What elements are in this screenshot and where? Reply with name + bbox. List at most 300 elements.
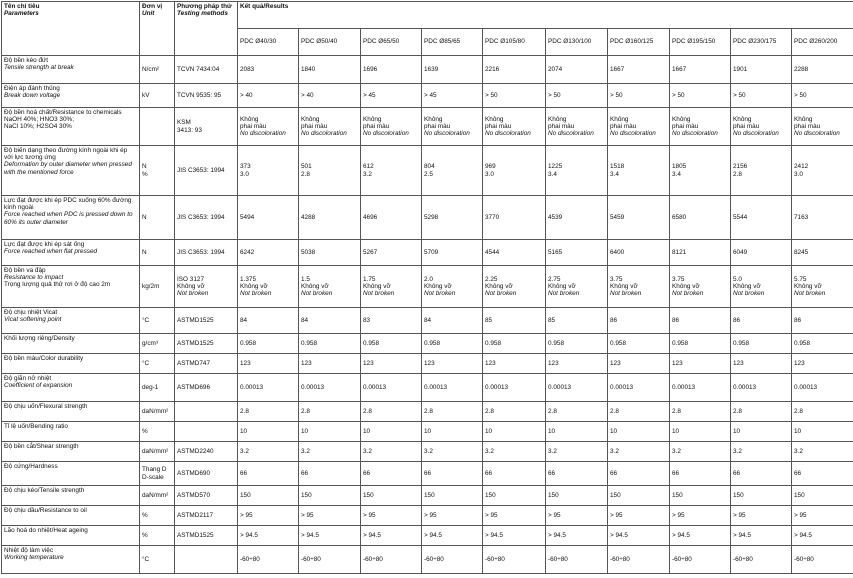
result-value: 0.958	[485, 340, 543, 347]
result-value: 66	[672, 470, 728, 477]
result-value	[301, 276, 358, 298]
result-value: 84	[424, 317, 480, 324]
result-value: 83	[363, 317, 419, 324]
result-cell	[299, 402, 361, 422]
value-line: Không vỡ	[424, 283, 480, 290]
value-line: Không	[548, 116, 605, 123]
result-value: 150	[733, 492, 789, 499]
result-value: 5038	[301, 249, 358, 256]
result-value: 0.958	[240, 340, 296, 347]
result-value: 2.8	[548, 408, 605, 415]
result-cell	[792, 108, 853, 146]
parameter-name-vn: Độ bền hoá chất/Resistance to chemicals NaOH 40%; HNO3 30%; NaCl 10%; H2SO4 30%	[4, 109, 137, 131]
result-value: -60÷80	[610, 556, 667, 563]
result-cell	[361, 526, 422, 546]
result-cell	[792, 240, 853, 266]
result-cell	[792, 308, 853, 334]
result-cell	[731, 506, 792, 526]
result-cell	[483, 354, 546, 374]
value-line: 969	[485, 163, 543, 170]
result-value: 0.00013	[424, 384, 480, 391]
result-value: 66	[424, 470, 480, 477]
result-value: 3.2	[424, 448, 480, 455]
result-cell	[608, 526, 670, 546]
unit-value: deg-1	[142, 384, 172, 391]
result-value: 123	[485, 360, 543, 367]
result-cell	[792, 374, 853, 402]
result-cell	[670, 442, 731, 462]
result-cell	[731, 354, 792, 374]
result-value: 123	[672, 360, 728, 367]
method-cell	[175, 266, 238, 308]
value-line: 3.0	[794, 171, 853, 178]
unit-cell	[140, 442, 175, 462]
result-value: 0.958	[610, 340, 667, 347]
result-cell	[422, 84, 483, 108]
result-value: 10	[485, 428, 543, 435]
value-line: 3413: 93	[177, 127, 235, 134]
result-cell	[361, 84, 422, 108]
result-value: 10	[733, 428, 789, 435]
result-value: 10	[548, 428, 605, 435]
value-line: Không vỡ	[733, 283, 789, 290]
parameter-cell	[2, 146, 140, 196]
parameter-note-vn: Trọng lượng quả thử rơi ở độ cao 2m	[4, 281, 137, 288]
result-cell	[731, 442, 792, 462]
result-value: 123	[240, 360, 296, 367]
result-value: 86	[794, 317, 853, 324]
result-value: 0.00013	[485, 384, 543, 391]
result-value: 0.958	[424, 340, 480, 347]
result-cell	[238, 422, 299, 442]
result-value	[240, 163, 296, 177]
result-cell	[483, 486, 546, 506]
value-line: phai màu	[672, 123, 728, 130]
result-value: 10	[363, 428, 419, 435]
result-cell	[792, 442, 853, 462]
parameter-cell	[2, 506, 140, 526]
value-line: 3.2	[363, 171, 419, 178]
result-value: 6242	[240, 249, 296, 256]
result-cell	[792, 266, 853, 308]
result-cell	[361, 266, 422, 308]
method-cell	[175, 374, 238, 402]
result-value: 0.958	[672, 340, 728, 347]
result-value: 0.00013	[548, 384, 605, 391]
result-cell	[608, 486, 670, 506]
value-line: 3.0	[485, 171, 543, 178]
result-cell	[731, 308, 792, 334]
result-value: > 95	[794, 512, 853, 519]
result-value: 8245	[794, 249, 853, 256]
result-value: > 95	[733, 512, 789, 519]
result-cell	[608, 334, 670, 354]
result-value: 66	[485, 470, 543, 477]
result-cell	[238, 526, 299, 546]
method-cell	[175, 526, 238, 546]
value-line: Không	[672, 116, 728, 123]
value-line: No discoloration	[672, 130, 728, 137]
result-value: -60÷80	[733, 556, 789, 563]
product-header-0: PDC Ø40/30	[238, 29, 299, 56]
parameter-cell	[2, 108, 140, 146]
table-row	[2, 546, 853, 574]
result-cell	[483, 462, 546, 486]
method-cell	[175, 108, 238, 146]
result-value: > 94.5	[485, 532, 543, 539]
table-row	[2, 334, 853, 354]
result-cell	[731, 462, 792, 486]
value-line: Not broken	[610, 290, 667, 297]
table-row	[2, 240, 853, 266]
result-value: > 94.5	[240, 532, 296, 539]
result-value: 10	[301, 428, 358, 435]
result-cell	[483, 526, 546, 546]
parameter-name-vn: Độ chịu dầu/Resistance to oil	[4, 507, 137, 514]
method-cell	[175, 84, 238, 108]
value-line: Not broken	[733, 290, 789, 297]
result-cell	[299, 56, 361, 84]
product-header-6: PDC Ø160/125	[608, 29, 670, 56]
method-cell	[175, 146, 238, 196]
result-value: -60÷80	[240, 556, 296, 563]
parameter-cell	[2, 334, 140, 354]
result-cell	[299, 196, 361, 240]
result-cell	[361, 374, 422, 402]
result-cell	[792, 402, 853, 422]
result-cell	[238, 84, 299, 108]
result-value: 5459	[610, 214, 667, 221]
value-line: ISO 3127	[177, 276, 235, 283]
result-value: > 94.5	[424, 532, 480, 539]
method-cell	[175, 308, 238, 334]
criteria-header-vn: Tên chỉ tiêu	[4, 3, 137, 10]
value-line: Không	[363, 116, 419, 123]
result-value	[485, 163, 543, 177]
value-line: Không vỡ	[301, 283, 358, 290]
parameter-name-en: Force reached when PDC is pressed down to 60% its outer diameter	[4, 211, 137, 225]
result-cell	[238, 240, 299, 266]
unit-cell	[140, 422, 175, 442]
result-cell	[792, 526, 853, 546]
parameter-name-en: Resistance to impact	[4, 274, 137, 281]
unit-value: N	[142, 214, 172, 221]
result-cell	[670, 266, 731, 308]
unit-value: %	[142, 532, 172, 539]
value-line: 3.75	[672, 276, 728, 283]
result-cell	[792, 146, 853, 196]
parameter-name-vn: Tỉ lệ uốn/Bending ratio	[4, 423, 137, 430]
criteria-header-en: Parameters	[4, 10, 137, 17]
value-line: phai màu	[610, 123, 667, 130]
unit-header	[140, 2, 175, 56]
result-cell	[299, 308, 361, 334]
result-cell	[546, 402, 608, 422]
result-cell	[299, 462, 361, 486]
result-cell	[422, 402, 483, 422]
result-value: 5298	[424, 214, 480, 221]
result-value	[363, 276, 419, 298]
parameter-cell	[2, 354, 140, 374]
result-value: 150	[240, 492, 296, 499]
result-value	[485, 276, 543, 298]
method-value: ASTMD570	[177, 492, 235, 499]
result-cell	[422, 546, 483, 574]
result-value: 150	[301, 492, 358, 499]
unit-cell	[140, 240, 175, 266]
value-line: Không vỡ	[794, 283, 853, 290]
value-line: Không	[485, 116, 543, 123]
result-cell	[422, 486, 483, 506]
result-cell	[483, 84, 546, 108]
result-cell	[546, 374, 608, 402]
result-value: 10	[610, 428, 667, 435]
parameter-name-en: Deformation by outer diameter when pressed with the mentioned force	[4, 161, 137, 175]
method-cell	[175, 486, 238, 506]
unit-cell	[140, 546, 175, 574]
result-value: 123	[424, 360, 480, 367]
value-line: 5.0	[733, 276, 789, 283]
result-value: 150	[424, 492, 480, 499]
result-cell	[608, 354, 670, 374]
value-line: phai màu	[424, 123, 480, 130]
result-cell	[299, 526, 361, 546]
result-value: 3.2	[240, 448, 296, 455]
value-line: No discoloration	[794, 130, 853, 137]
result-value: 3.2	[548, 448, 605, 455]
result-value: > 95	[610, 512, 667, 519]
value-line: Không	[240, 116, 296, 123]
result-value: 0.958	[363, 340, 419, 347]
result-value	[240, 116, 296, 138]
result-value: 3.2	[733, 448, 789, 455]
method-value: ASTMD690	[177, 470, 235, 477]
table-row	[2, 506, 853, 526]
result-cell	[608, 374, 670, 402]
result-value: > 50	[672, 92, 728, 99]
value-line: phai màu	[548, 123, 605, 130]
result-cell	[546, 334, 608, 354]
unit-value: g/cm³	[142, 340, 172, 347]
result-cell	[361, 506, 422, 526]
method-cell	[175, 334, 238, 354]
result-value: 6580	[672, 214, 728, 221]
result-cell	[546, 196, 608, 240]
result-cell	[546, 266, 608, 308]
result-cell	[361, 354, 422, 374]
result-value: 1840	[301, 66, 358, 73]
value-line: Not broken	[177, 290, 235, 297]
result-value: > 95	[363, 512, 419, 519]
parameter-name-vn: Lực đạt được khi ép PDC xuống 60% đường kính ngoài	[4, 197, 137, 211]
method-header-vn: Phương pháp thử	[177, 3, 235, 10]
unit-value: %	[142, 512, 172, 519]
result-value	[610, 116, 667, 138]
parameter-cell	[2, 546, 140, 574]
table-row	[2, 462, 853, 486]
table-row	[2, 56, 853, 84]
method-value: ASTMD696	[177, 384, 235, 391]
value-line: 2.8	[301, 171, 358, 178]
result-value: 2.8	[733, 408, 789, 415]
result-value: 3.2	[794, 448, 853, 455]
result-value: 4288	[301, 214, 358, 221]
result-cell	[546, 84, 608, 108]
result-cell	[546, 442, 608, 462]
result-cell	[422, 56, 483, 84]
value-line: 3.4	[672, 171, 728, 178]
result-value: 150	[672, 492, 728, 499]
result-cell	[546, 526, 608, 546]
parameter-name-vn: Độ bền màu/Color durability	[4, 355, 137, 362]
parameter-name-vn: Độ bền va đập	[4, 267, 137, 274]
value-line: Không vỡ	[177, 283, 235, 290]
result-value: 0.00013	[301, 384, 358, 391]
result-value: 84	[301, 317, 358, 324]
unit-value: N %	[142, 163, 172, 177]
result-cell	[731, 334, 792, 354]
result-cell	[238, 266, 299, 308]
result-cell	[361, 422, 422, 442]
result-cell	[546, 422, 608, 442]
unit-cell	[140, 84, 175, 108]
result-cell	[483, 334, 546, 354]
result-cell	[670, 308, 731, 334]
result-value	[672, 116, 728, 138]
result-value: 3.2	[672, 448, 728, 455]
result-value: -60÷80	[672, 556, 728, 563]
unit-value: °C	[142, 317, 172, 324]
result-cell	[361, 402, 422, 422]
result-value: > 40	[301, 92, 358, 99]
result-value: 150	[794, 492, 853, 499]
method-value: ASTMD2117	[177, 512, 235, 519]
result-value: 66	[363, 470, 419, 477]
value-line: 1.5	[301, 276, 358, 283]
table-row	[2, 486, 853, 506]
result-value: 0.958	[301, 340, 358, 347]
result-value: 2.8	[363, 408, 419, 415]
result-value: > 40	[240, 92, 296, 99]
result-cell	[422, 354, 483, 374]
result-cell	[670, 374, 731, 402]
result-value	[363, 163, 419, 177]
parameter-cell	[2, 84, 140, 108]
value-line: 1805	[672, 163, 728, 170]
unit-header-en: Unit	[142, 10, 172, 17]
parameter-name-vn: Độ chịu uốn/Flexural strength	[4, 403, 137, 410]
result-cell	[670, 486, 731, 506]
result-cell	[238, 442, 299, 462]
result-cell	[422, 462, 483, 486]
result-value: 10	[424, 428, 480, 435]
table-row	[2, 146, 853, 196]
table-row	[2, 196, 853, 240]
results-header-label: Kết quả/Results	[240, 3, 853, 10]
parameter-cell	[2, 486, 140, 506]
value-line: Không	[794, 116, 853, 123]
result-cell	[238, 354, 299, 374]
result-cell	[546, 506, 608, 526]
method-value: TCVN 7434:04	[177, 66, 235, 73]
unit-header-vn: Đơn vị	[142, 3, 172, 10]
result-cell	[670, 462, 731, 486]
result-cell	[299, 506, 361, 526]
result-value	[548, 163, 605, 177]
method-cell	[175, 240, 238, 266]
value-line: phai màu	[794, 123, 853, 130]
parameter-cell	[2, 56, 140, 84]
result-value: -60÷80	[548, 556, 605, 563]
product-header-7: PDC Ø195/150	[670, 29, 731, 56]
result-value: 2.8	[301, 408, 358, 415]
result-cell	[731, 546, 792, 574]
result-value: -60÷80	[363, 556, 419, 563]
result-value	[548, 276, 605, 298]
result-value: -60÷80	[301, 556, 358, 563]
result-cell	[608, 56, 670, 84]
result-value: 66	[301, 470, 358, 477]
value-line: Not broken	[485, 290, 543, 297]
unit-cell	[140, 374, 175, 402]
value-line: Not broken	[424, 290, 480, 297]
value-line: No discoloration	[610, 130, 667, 137]
result-cell	[238, 334, 299, 354]
result-value: 0.958	[548, 340, 605, 347]
result-value: 6049	[733, 249, 789, 256]
method-cell	[175, 422, 238, 442]
result-value: 5544	[733, 214, 789, 221]
result-cell	[361, 108, 422, 146]
result-value: -60÷80	[794, 556, 853, 563]
result-cell	[483, 374, 546, 402]
parameter-name-en: Force reached when flat pressed	[4, 248, 137, 255]
unit-value: %	[142, 428, 172, 435]
value-line: 3.75	[610, 276, 667, 283]
result-cell	[299, 108, 361, 146]
result-cell	[792, 354, 853, 374]
result-value: 0.00013	[672, 384, 728, 391]
result-cell	[792, 84, 853, 108]
result-cell	[238, 56, 299, 84]
result-value: 0.00013	[610, 384, 667, 391]
result-value: 1696	[363, 66, 419, 73]
result-value	[610, 276, 667, 298]
result-cell	[299, 266, 361, 308]
result-value	[424, 116, 480, 138]
parameter-name-en: Vicat softening point	[4, 316, 137, 323]
value-line: Không vỡ	[363, 283, 419, 290]
result-cell	[670, 334, 731, 354]
value-line: 2.25	[485, 276, 543, 283]
value-line: 5.75	[794, 276, 853, 283]
method-value: ASTMD747	[177, 360, 235, 367]
result-cell	[422, 196, 483, 240]
product-header-2: PDC Ø65/50	[361, 29, 422, 56]
value-line: No discoloration	[240, 130, 296, 137]
result-cell	[608, 402, 670, 422]
value-line: Not broken	[240, 290, 296, 297]
unit-value: Thang D D-scale	[142, 466, 172, 480]
value-line: 612	[363, 163, 419, 170]
method-value: JIS C3653: 1994	[177, 214, 235, 221]
value-line: 1.375	[240, 276, 296, 283]
value-line: No discoloration	[363, 130, 419, 137]
method-value: JIS C3653: 1994	[177, 249, 235, 256]
result-value: 2074	[548, 66, 605, 73]
result-cell	[299, 84, 361, 108]
result-cell	[238, 402, 299, 422]
